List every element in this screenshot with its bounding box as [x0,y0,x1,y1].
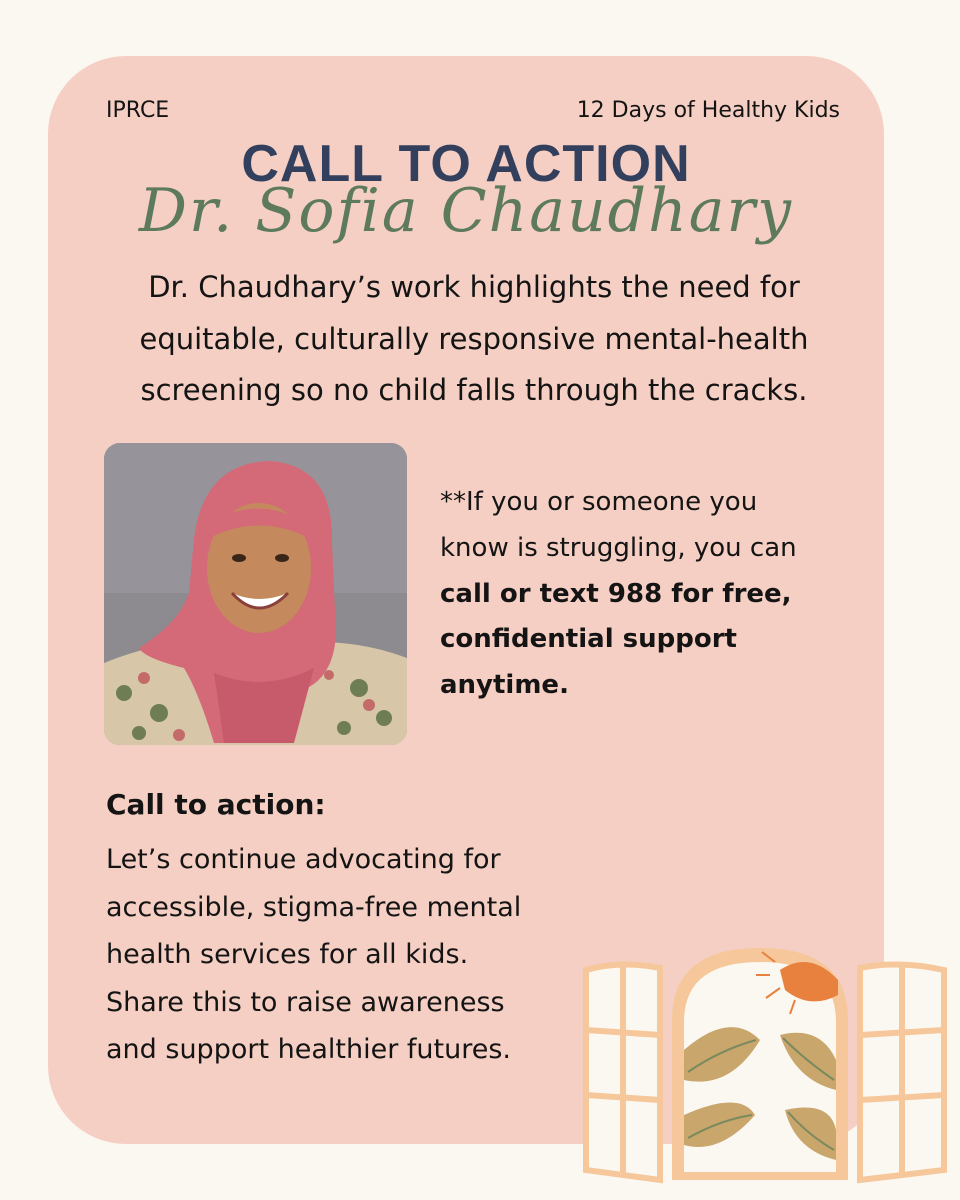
series-label: 12 Days of Healthy Kids [576,98,840,123]
left-shutter [586,964,660,1180]
hotline-lead: **If you or someone you know is struggling, you can [440,487,797,563]
doctor-name: Dr. Sofia Chaudhary [138,176,794,246]
headline: CALL TO ACTION [241,135,691,193]
hotline-text [440,480,830,709]
org-label: IPRCE [106,98,170,123]
arch-window [672,948,848,1180]
intro-text: Dr. Chaudhary’s work highlights the need for equitable, culturally responsive mental-health screening so no child falls through the cracks. [139,270,809,408]
portrait-photo [104,443,407,745]
hotline-emphasis: call or text 988 for free, confidential support anytime. [440,578,792,700]
right-shutter [860,964,944,1180]
cta-title: Call to action: [106,788,326,821]
window-illustration [580,940,950,1189]
cta-body: Let’s continue advocating for accessible, stigma-free mental health services for all kids. Share this to raise awareness and support healthier futures. [106,844,522,1066]
